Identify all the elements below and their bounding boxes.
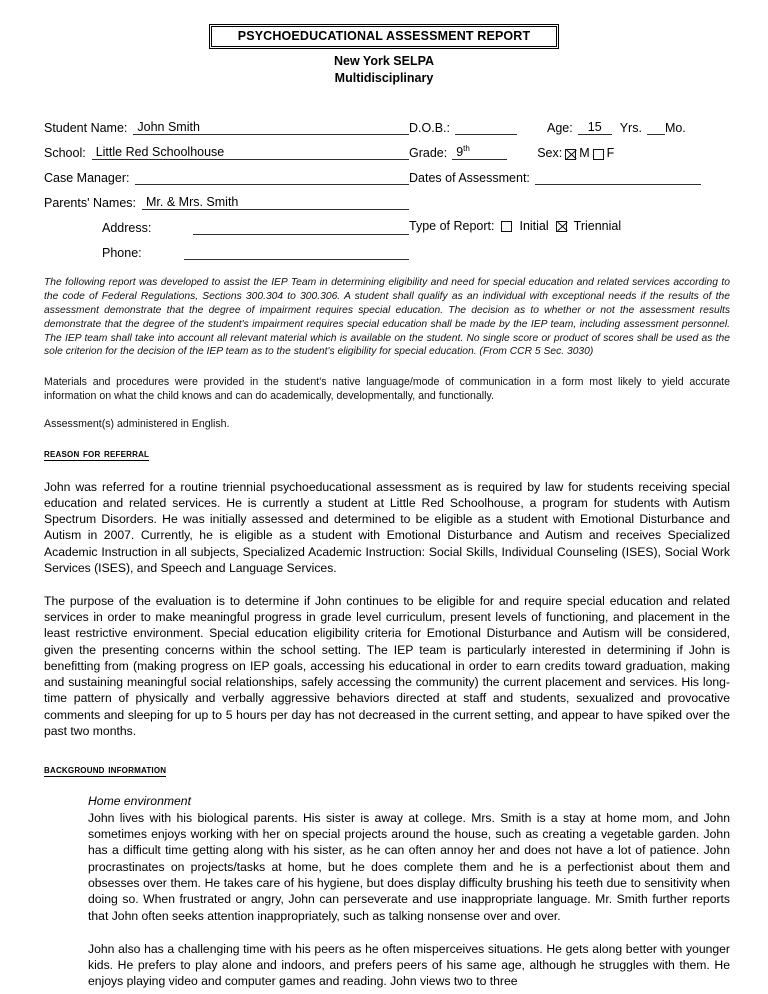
address-label: Address: <box>102 220 152 235</box>
form-row-case-manager <box>44 160 730 185</box>
form-row-student-name <box>44 110 730 135</box>
reason-for-referral-paragraph-1: John was referred for a routine triennial psychoeducational assessment as is required by law for students receiving special education and related services. He is currently a student at Little Red Schoolhouse, a program for students with Autism Spectrum Disorders. He was initially assessed and determined to be eligible as a student with Emotional Disturbance and Autism in 2007. Currently, he is eligible as a student with Emotional Disturbance and Autism and receives Specialized Academic Instruction in all subjects, Specialized Academic Instruction: Social Skills, Individual Counseling (ISES), Social Work Services (ISES), and Speech and Language Services. <box>44 479 730 575</box>
reason-for-referral-heading: reason for referral <box>44 445 150 460</box>
reason-for-referral-paragraph-2: The purpose of the evaluation is to determine if John continues to be eligible for and require special education and related services in order to make meaningful progress in grade level curriculum, present levels of functioning, and placement in the least restrictive environment. Special education eligibility criteria for Emotional Disturbance and Autism will be considered, given the presenting concerns within the school setting. The IEP team is particularly interested in determining if John is benefitting from (making progress on IEP goals, accessing his educational in order to earn credits toward graduation, making and sustaining meaningful social relationships, safely accessing the community) the current placement and services. His long-time pattern of physically and verbally aggressive behaviors directed at staff and students, sexualized and provocative comments and sleeping for up to 5 hours per day has not decreased in the current setting, and appear to have spiked over the past two months. <box>44 594 730 738</box>
age-years-unit-label: Yrs. <box>619 120 642 135</box>
page-title: PSYCHOEDUCATIONAL ASSESSMENT REPORT <box>209 24 560 49</box>
form-row-school <box>44 135 730 160</box>
sex-male-label: M <box>579 145 590 160</box>
form-row-parents-names <box>44 185 730 210</box>
school-label: School: <box>44 145 86 160</box>
student-info-form <box>0 110 768 260</box>
type-initial-checkbox[interactable] <box>501 221 512 232</box>
home-environment-paragraph-2: John also has a challenging time with his peers as he often misperceives situations. He gets along better with younger kids. He prefers to play alone and indoors, and prefers peers of his same age, although he struggles with them. He enjoys playing video and computer games and reading. John views two to three <box>88 941 730 989</box>
address-field[interactable] <box>193 220 409 235</box>
case-manager-label: Case Manager: <box>44 170 130 185</box>
age-years-field[interactable]: 15 <box>578 121 612 136</box>
type-of-report-label: Type of Report: <box>409 218 495 233</box>
home-environment-paragraph-1: John lives with his biological parents. His sister is away at college. Mrs. Smith is a stay at home mom, and John sometimes enjoys working with her on special projects around the house, such as creating a vegetable garden. John has a difficult time getting along with his sister, as he can often annoy her and does not have a lot of patience. John procrastinates on projects/tasks at home, but he does complete them and he is a perfectionist about them and obsesses over them. He takes care of his hygiene, but does display difficulty brushing his teeth due to sensitivity when doing so. When frustrated or angry, John can perseverate and use inappropriate language. Mr. Smith further reports that John often seeks attention inappropriately, such as talking nonsense over and over. <box>88 810 730 923</box>
assessment-language-paragraph: Assessment(s) administered in English. <box>44 417 230 430</box>
background-information-heading: background information <box>44 762 167 776</box>
subsection-home-environment <box>88 794 730 990</box>
sex-female-label: F <box>606 145 615 160</box>
type-initial-label: Initial <box>519 218 549 233</box>
sex-female-checkbox[interactable] <box>593 149 604 160</box>
grade-value: 9 <box>456 144 464 159</box>
section-background-information <box>44 747 730 990</box>
grade-field[interactable] <box>452 143 507 161</box>
sex-label: Sex: <box>537 145 563 160</box>
dob-label: D.O.B.: <box>409 120 450 135</box>
dob-field[interactable] <box>455 134 517 135</box>
parents-names-label: Parents' Names: <box>44 195 137 210</box>
type-triennial-label: Triennial <box>573 218 622 233</box>
parents-names-field[interactable]: Mr. & Mrs. Smith <box>142 196 409 211</box>
document-header <box>0 0 768 86</box>
grade-value-suffix: th <box>463 143 470 153</box>
subtitle-line-2: Multidisciplinary <box>334 70 434 85</box>
sex-male-checkbox[interactable] <box>565 149 576 160</box>
dates-of-assessment-label: Dates of Assessment: <box>409 170 530 185</box>
grade-label: Grade: <box>409 145 448 160</box>
type-triennial-checkbox[interactable] <box>556 221 567 232</box>
school-field[interactable]: Little Red Schoolhouse <box>92 146 409 161</box>
home-environment-subheading: Home environment <box>88 794 191 808</box>
phone-field[interactable] <box>184 245 409 260</box>
dates-of-assessment-field[interactable] <box>535 184 701 185</box>
document-body <box>0 276 768 989</box>
form-row-address <box>44 210 730 235</box>
age-months-unit-label: Mo. <box>664 120 686 135</box>
student-name-field[interactable]: John Smith <box>133 121 409 136</box>
section-reason-for-referral <box>44 431 730 739</box>
case-manager-field[interactable] <box>135 170 409 185</box>
legal-notice-paragraph: The following report was developed to assist the IEP Team in determining eligibility and need for special education and related services according to the code of Federal Regulations, Sections 300.304 to 300.306. A student shall qualify as an individual with exceptional needs if the results of the assessment demonstrate that the degree of impairment requires special education. The decision as to whether or not the assessment results demonstrate that the degree of the student's impairment requires special education shall be made by the IEP team, including assessment personnel. The IEP team shall take into account all relevant material which is available on the student. No single score or product of scores shall be used as the sole criterion for the decision of the IEP team as to the student's eligibility for special education. (From CCR 5 Sec. 3030) <box>44 277 730 358</box>
subtitle-line-1: New York SELPA <box>333 54 435 69</box>
age-label: Age: <box>546 120 573 135</box>
materials-notice-paragraph: Materials and procedures were provided in the student's native language/mode of communication in a form most likely to yield accurate information on what the child knows and can do academically, developmentally, and functionally. <box>44 376 730 403</box>
form-row-phone <box>44 235 730 260</box>
student-name-label: Student Name: <box>44 120 128 135</box>
phone-label: Phone: <box>102 245 142 260</box>
age-months-field[interactable] <box>647 134 665 135</box>
document-subtitle <box>0 53 768 86</box>
